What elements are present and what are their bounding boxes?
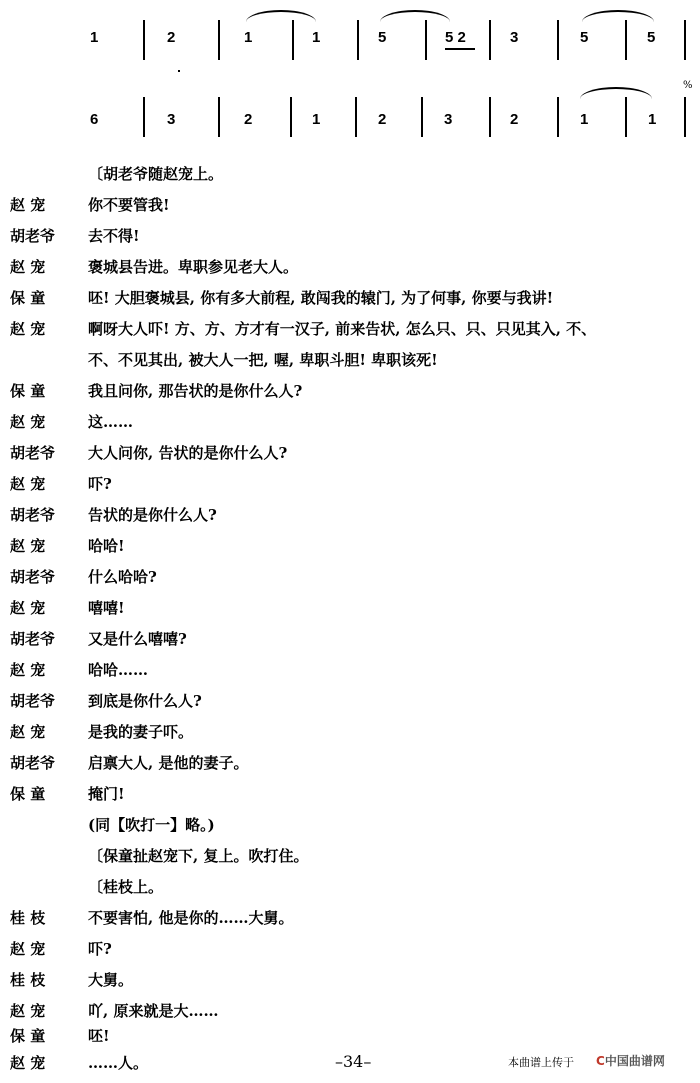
stage-direction xyxy=(0,845,700,876)
barline xyxy=(143,97,145,137)
dialogue-continuation xyxy=(0,349,700,380)
speaker-name: 胡老爷 xyxy=(10,227,56,245)
barline xyxy=(625,97,627,137)
tie xyxy=(246,10,316,22)
dialogue-line xyxy=(0,442,700,473)
speaker-name: 胡老爷 xyxy=(10,692,56,710)
barline xyxy=(625,20,627,60)
line-text: 嘻嘻! xyxy=(88,599,125,617)
line-text: 哈哈…… xyxy=(88,661,149,679)
logo-text: 中国曲谱网 xyxy=(604,1054,665,1068)
dialogue-line xyxy=(0,597,700,628)
dialogue-line xyxy=(0,287,700,318)
note: 5 2 xyxy=(445,29,466,46)
barline xyxy=(357,20,359,60)
dialogue-line xyxy=(0,535,700,566)
line-text: (同【吹打一】略。) xyxy=(88,816,215,834)
speaker-name: 胡老爷 xyxy=(10,754,56,772)
barline xyxy=(425,20,427,60)
stage-direction xyxy=(0,163,700,194)
line-text: 告状的是你什么人? xyxy=(88,506,217,524)
barline xyxy=(218,97,220,137)
note: 3 xyxy=(510,29,519,46)
note: 1 xyxy=(244,29,253,46)
barline xyxy=(557,97,559,137)
logo-mark-icon: C xyxy=(596,1054,605,1068)
barline xyxy=(143,20,145,60)
speaker-name: 赵 宠 xyxy=(10,475,46,493)
line-text: 〔桂枝上。 xyxy=(88,878,164,896)
speaker-name: 保 童 xyxy=(10,289,46,307)
dialogue-line xyxy=(0,225,700,256)
dialogue-line xyxy=(0,690,700,721)
barline xyxy=(355,97,357,137)
barline xyxy=(684,20,686,60)
note: 1 xyxy=(580,111,589,128)
note: 1 xyxy=(312,111,321,128)
line-text: 去不得! xyxy=(88,227,140,245)
speaker-name: 赵 宠 xyxy=(10,661,46,679)
speaker-name: 胡老爷 xyxy=(10,506,56,524)
dialogue-line xyxy=(0,628,700,659)
speaker-name: 保 童 xyxy=(10,785,46,803)
line-text: 啊呀大人吓! 方、方、方才有一汉子, 前来告状, 怎么只、只、只见其入, 不、 xyxy=(88,320,597,338)
speaker-name: 赵 宠 xyxy=(10,940,46,958)
note: 5 xyxy=(580,29,589,46)
segno-mark: % xyxy=(683,80,693,91)
line-text: 大人问你, 告状的是你什么人? xyxy=(88,444,288,462)
barline xyxy=(489,20,491,60)
line-text: 〔胡老爷随赵宠上。 xyxy=(88,165,224,183)
line-text: 吓? xyxy=(88,940,112,958)
dialogue-line xyxy=(0,907,700,938)
line-text: 我且问你, 那告状的是你什么人? xyxy=(88,382,303,400)
dialogue-line xyxy=(0,194,700,225)
line-text: 不要害怕, 他是你的……大舅。 xyxy=(88,909,294,927)
dialogue-line xyxy=(0,473,700,504)
dialogue-line xyxy=(0,318,700,349)
barline xyxy=(489,97,491,137)
tie xyxy=(580,87,652,99)
speaker-name: 赵 宠 xyxy=(10,196,46,214)
barline xyxy=(218,20,220,60)
note: 2 xyxy=(244,111,253,128)
speaker-name: 赵 宠 xyxy=(10,258,46,276)
line-text: 启禀大人, 是他的妻子。 xyxy=(88,754,249,772)
line-text: 不、不见其出, 被大人一把, 喔, 卑职斗胆! 卑职该死! xyxy=(88,351,438,369)
dialogue-line xyxy=(0,504,700,535)
barline xyxy=(292,20,294,60)
barline xyxy=(290,97,292,137)
line-text: 呸! xyxy=(88,1027,110,1045)
barline xyxy=(684,97,686,137)
dialogue-line xyxy=(0,411,700,442)
source-note: 本曲谱上传于 xyxy=(508,1056,574,1069)
line-text: 什么哈哈? xyxy=(88,568,157,586)
line-text: 〔保童扯赵宠下, 复上。吹打住。 xyxy=(88,847,309,865)
line-text: 你不要管我! xyxy=(88,196,170,214)
speaker-name: 保 童 xyxy=(10,1027,46,1045)
speaker-name: 赵 宠 xyxy=(10,599,46,617)
dialogue-line xyxy=(0,566,700,597)
speaker-name: 保 童 xyxy=(10,382,46,400)
dialogue-line xyxy=(0,659,700,690)
barline xyxy=(421,97,423,137)
tie xyxy=(582,10,654,22)
speaker-name: 赵 宠 xyxy=(10,1054,46,1072)
dialogue-line xyxy=(0,969,700,1000)
speaker-name: 胡老爷 xyxy=(10,444,56,462)
line-text: 呸! 大胆褒城县, 你有多大前程, 敢闯我的辕门, 为了何事, 你要与我讲! xyxy=(88,289,554,307)
note: 1 xyxy=(312,29,321,46)
site-logo xyxy=(596,1052,665,1069)
note: 6 xyxy=(90,111,99,128)
line-text: 吓? xyxy=(88,475,112,493)
note: 2 xyxy=(378,111,387,128)
tie xyxy=(380,10,450,22)
speaker-name: 桂 枝 xyxy=(10,909,46,927)
note: 2 xyxy=(510,111,519,128)
line-text: 到底是你什么人? xyxy=(88,692,202,710)
dialogue-line xyxy=(0,783,700,814)
speaker-name: 赵 宠 xyxy=(10,723,46,741)
speaker-name: 桂 枝 xyxy=(10,971,46,989)
line-text: 这…… xyxy=(88,413,134,431)
note: 5 xyxy=(647,29,656,46)
note: 1 xyxy=(90,29,99,46)
speaker-name: 赵 宠 xyxy=(10,537,46,555)
speaker-name: 胡老爷 xyxy=(10,568,56,586)
note: 1 xyxy=(648,111,657,128)
score-row-1 xyxy=(0,18,700,88)
dialogue-line xyxy=(0,938,700,969)
note: 2 xyxy=(167,29,176,46)
speaker-name: 赵 宠 xyxy=(10,1002,46,1020)
speaker-name: 赵 宠 xyxy=(10,320,46,338)
dialogue-line xyxy=(0,721,700,752)
dialogue-line xyxy=(0,752,700,783)
line-text: 褒城县告进。卑职参见老大人。 xyxy=(88,258,299,276)
barline xyxy=(557,20,559,60)
dialogue-line xyxy=(0,380,700,411)
underline xyxy=(445,48,475,50)
speaker-name: 赵 宠 xyxy=(10,413,46,431)
line-text: 又是什么嘻嘻? xyxy=(88,630,187,648)
line-text: 掩门! xyxy=(88,785,125,803)
stage-direction xyxy=(0,814,700,845)
dialogue-line xyxy=(0,256,700,287)
line-text: ……人。 xyxy=(88,1054,149,1072)
note: 3 xyxy=(444,111,453,128)
page-number: –34– xyxy=(335,1052,372,1071)
line-text: 哈哈! xyxy=(88,537,125,555)
note: 3 xyxy=(167,111,176,128)
note: 5 xyxy=(378,29,387,46)
line-text: 吖, 原来就是大…… xyxy=(88,1002,219,1020)
line-text: 大舅。 xyxy=(88,971,134,989)
speaker-name: 胡老爷 xyxy=(10,630,56,648)
score-row-2 xyxy=(0,95,700,165)
line-text: 是我的妻子吓。 xyxy=(88,723,194,741)
dot xyxy=(178,70,180,72)
stage-direction xyxy=(0,876,700,907)
